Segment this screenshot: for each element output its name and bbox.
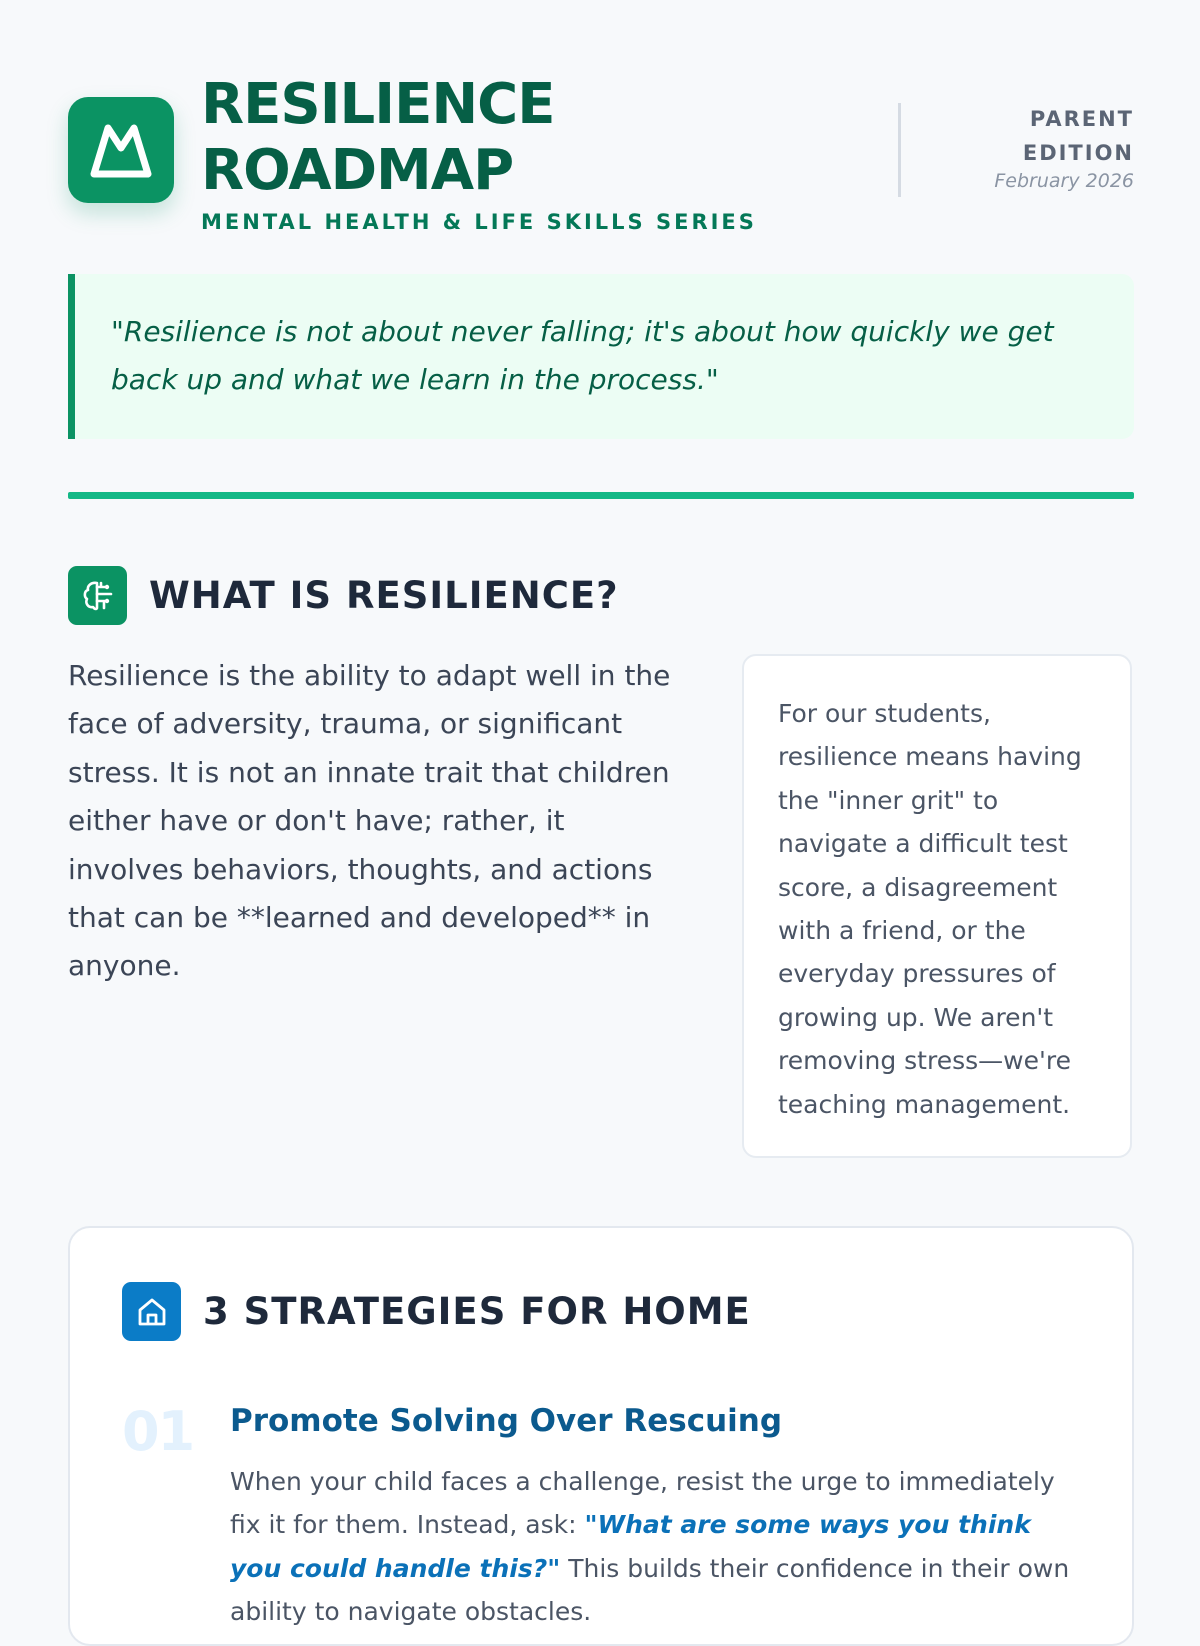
strategy-text: [230, 1460, 1082, 1634]
brain-icon: [68, 566, 127, 625]
edition-divider: [898, 103, 901, 197]
edition-date: February 2026: [994, 170, 1134, 192]
section-divider: [68, 492, 1134, 499]
header: [68, 72, 1134, 232]
brand-title-line2: ROADMAP: [201, 138, 514, 203]
section-strategies-title: 3 STRATEGIES FOR HOME: [203, 1290, 751, 1333]
brand-title-line1: RESILIENCE: [201, 72, 555, 137]
mountain-icon: [68, 97, 174, 203]
logo: [68, 97, 174, 203]
strategy-title: Promote Solving Over Rescuing: [230, 1403, 783, 1439]
strategy-number: 01: [122, 1400, 194, 1463]
edition-label-line2: EDITION: [1022, 141, 1134, 165]
strategy-body: [230, 1400, 1082, 1634]
edition-label-line1: PARENT: [1029, 107, 1134, 131]
brand: [201, 72, 757, 234]
section-what-title: WHAT IS RESILIENCE?: [149, 574, 619, 617]
strategy-text-before: When your child faces a challenge, resist the urge to immediately fix it for them. Instead, ask:: [230, 1467, 1055, 1540]
brand-subtitle: MENTAL HEALTH & LIFE SKILLS SERIES: [201, 210, 757, 234]
strategies-card: [68, 1226, 1134, 1646]
section-what-body: Resilience is the ability to adapt well in the face of adversity, trauma, or significant stress. It is not an innate trait that children either have or don't have; rather, it involves behaviors, thoughts, and actions that can be **learned and developed** in anyone.: [68, 659, 671, 983]
strategy-ask-question: "What are some ways you think you could handle this?": [230, 1510, 1031, 1583]
strategy-text-after: This builds their confidence in their own ability to navigate obstacles.: [230, 1553, 1070, 1627]
section-strategies-header: [122, 1282, 751, 1341]
home-icon: [122, 1282, 181, 1341]
edition-block: [994, 102, 1134, 192]
pull-quote: "Resilience is not about never falling; it's about how quickly we get back up and what we learn in the process.": [68, 274, 1134, 439]
section-what-aside: For our students, resilience means having the "inner grit" to navigate a difficult test score, a disagreement with a friend, or the everyday pressures of growing up. We aren't removing stress—we're teaching management.: [742, 654, 1132, 1158]
section-what-header: [68, 566, 619, 625]
